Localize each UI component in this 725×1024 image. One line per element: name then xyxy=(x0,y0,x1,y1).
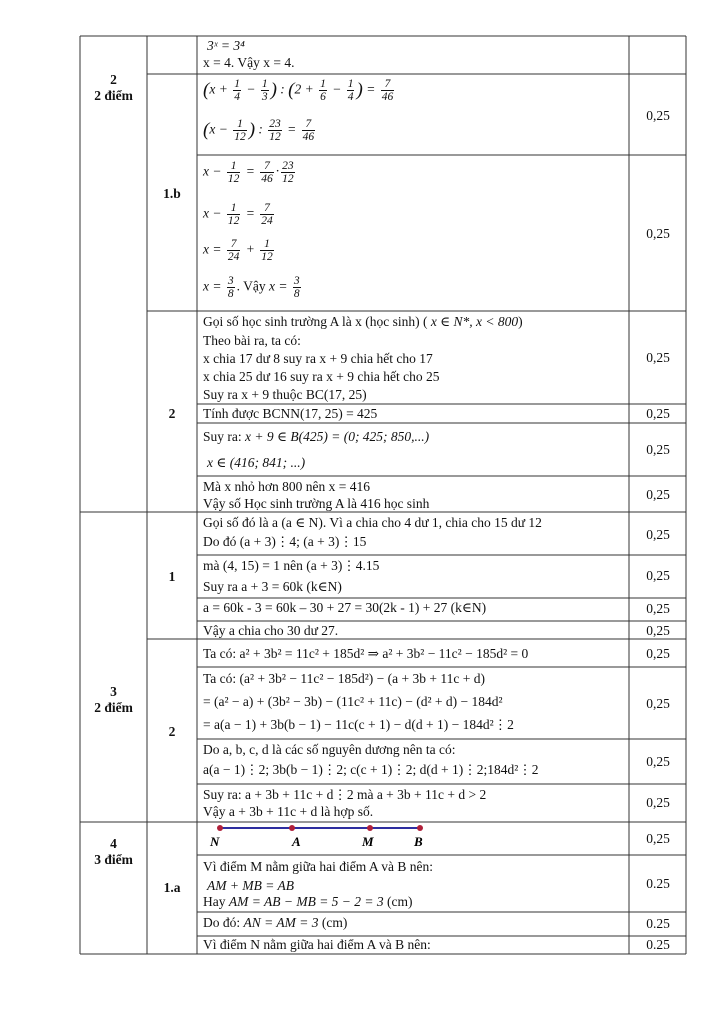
text-line: Ta có: (a² + 3b² − 11c² − 185d²) − (a + 3b + 11c + d) xyxy=(203,671,485,686)
equation-row: x = $\frac{3}{8}$ . Vậy x = $\frac{3}{8}$ xyxy=(203,275,300,300)
text-line: Suy ra: a + 3b + 11c + d⋮2 mà a + 3b + 11c + d > 2 xyxy=(203,787,487,802)
subpart-1a: 1.a xyxy=(163,880,181,895)
score: 0,25 xyxy=(646,527,670,542)
segment-figure xyxy=(200,822,440,855)
score: 0.25 xyxy=(646,937,670,952)
label-n: N xyxy=(210,834,220,849)
text-line: Ta có: a² + 3b² = 11c² + 185d² ⇒ a² + 3b² − 11c² − 185d² = 0 xyxy=(203,646,529,661)
subpart-1b: 1.b xyxy=(163,186,181,201)
score: 0,25 xyxy=(646,487,670,502)
text-line: Mà x nhỏ hơn 800 nên x = 416 xyxy=(203,479,370,494)
score: 0.25 xyxy=(646,916,670,931)
text-line: x chia 17 dư 8 suy ra x + 9 chia hết cho 17 xyxy=(203,351,433,366)
point-b xyxy=(417,825,423,831)
pow-equation: 3ˣ = 3⁴ xyxy=(207,38,245,53)
text-line: AM + MB = AB xyxy=(207,878,294,893)
text-line: Vì điểm N nằm giữa hai điểm A và B nên: xyxy=(203,937,431,952)
text-line: Gọi số đó là a (a ∈ N). Vì a chia cho 4 dư 1, chia cho 15 dư 12 xyxy=(203,515,542,530)
score: 0,25 xyxy=(646,795,670,810)
text-line: Vì điểm M nằm giữa hai điểm A và B nên: xyxy=(203,859,434,874)
text-line: x ∈ (416; 841; ...) xyxy=(207,455,306,470)
score: 0,25 xyxy=(646,108,670,123)
subpart-2: 2 xyxy=(168,406,176,421)
text-line: Vậy a chia cho 30 dư 27. xyxy=(203,623,339,638)
text-line: Vậy số Học sinh trường A là 416 học sinh xyxy=(203,496,430,511)
point-n xyxy=(217,825,223,831)
text-line: x chia 25 dư 16 suy ra x + 9 chia hết cho 25 xyxy=(203,369,440,384)
score: 0,25 xyxy=(646,350,670,365)
answer-x4: x = 4. Vậy x = 4. xyxy=(203,55,295,70)
label-m: M xyxy=(362,834,374,849)
text-line: Suy ra: x + 9 ∈ B(425) = (0; 425; 850,...) xyxy=(203,429,430,444)
score: 0,25 xyxy=(646,601,670,616)
score: 0,25 xyxy=(646,696,670,711)
text-line: Suy ra a + 3 = 60k (k∈N) xyxy=(203,579,342,594)
text-line: Theo bài ra, ta có: xyxy=(203,333,301,348)
score: 0,25 xyxy=(646,646,670,661)
score: 0,25 xyxy=(646,406,670,421)
label-a: A xyxy=(292,834,301,849)
equation-row: (x + $\frac{1}{4}$ − $\frac{1}{3}$ ) : (2 + $\frac{1}{6}$ − $\frac{1}{4}$ ) = $\frac{7}{46}$ xyxy=(203,78,394,103)
text-line: mà (4, 15) = 1 nên (a + 3)⋮4.15 xyxy=(203,558,380,573)
score: 0,25 xyxy=(646,226,670,241)
subpart-1: 1 xyxy=(168,569,176,584)
label-b: B xyxy=(414,834,423,849)
equation-row: x = $\frac{7}{24}$ + $\frac{1}{12}$ xyxy=(203,238,273,263)
text-line: Vậy a + 3b + 11c + d là hợp số. xyxy=(203,804,374,819)
score: 0,25 xyxy=(646,623,670,638)
subpart-2: 2 xyxy=(168,724,176,739)
text-line: Hay AM = AB − MB = 5 − 2 = 3 (cm) xyxy=(203,894,413,909)
section-4-label: 4 3 điểm xyxy=(94,836,133,867)
text-line: = a(a − 1) + 3b(b − 1) − 11c(c + 1) − d(d + 1) − 184d²⋮2 xyxy=(203,717,514,732)
score: 0.25 xyxy=(646,876,670,891)
score: 0,25 xyxy=(646,754,670,769)
text-line: Do đó: AN = AM = 3 (cm) xyxy=(203,915,348,930)
score: 0,25 xyxy=(646,831,670,846)
text-line: Do a, b, c, d là các số nguyên dương nên ta có: xyxy=(203,742,456,757)
equation-row: x − $\frac{1}{12}$ = $\frac{7}{46}$ · $\frac{23}{12}$ xyxy=(203,160,294,185)
point-a xyxy=(289,825,295,831)
text-line: a(a − 1)⋮2; 3b(b − 1)⋮2; c(c + 1)⋮2; d(d + 1)⋮2;184d²⋮2 xyxy=(203,762,539,777)
text-line: Suy ra x + 9 thuộc BC(17, 25) xyxy=(203,387,367,402)
section-3-label: 3 2 điểm xyxy=(94,684,133,715)
section-2-label: 2 2 điểm xyxy=(94,72,133,103)
text-line: Tính được BCNN(17, 25) = 425 xyxy=(203,406,378,421)
score: 0,25 xyxy=(646,568,670,583)
point-m xyxy=(367,825,373,831)
text-line: Do đó (a + 3)⋮4; (a + 3)⋮15 xyxy=(203,534,367,549)
text-line: = (a² − a) + (3b² − 3b) − (11c² + 11c) − (d² + d) − 184d² xyxy=(203,694,503,709)
equation-row: (x − $\frac{1}{12}$ ) : $\frac{23}{12}$ = $\frac{7}{46}$ xyxy=(203,118,315,143)
score: 0,25 xyxy=(646,442,670,457)
equation-row: x − $\frac{1}{12}$ = $\frac{7}{24}$ xyxy=(203,202,273,227)
text-line: Gọi số học sinh trường A là x (học sinh) ( x ∈ N*, x < 800) xyxy=(203,314,523,329)
text-line: a = 60k - 3 = 60k – 30 + 27 = 30(2k - 1) + 27 (k∈N) xyxy=(203,600,487,615)
